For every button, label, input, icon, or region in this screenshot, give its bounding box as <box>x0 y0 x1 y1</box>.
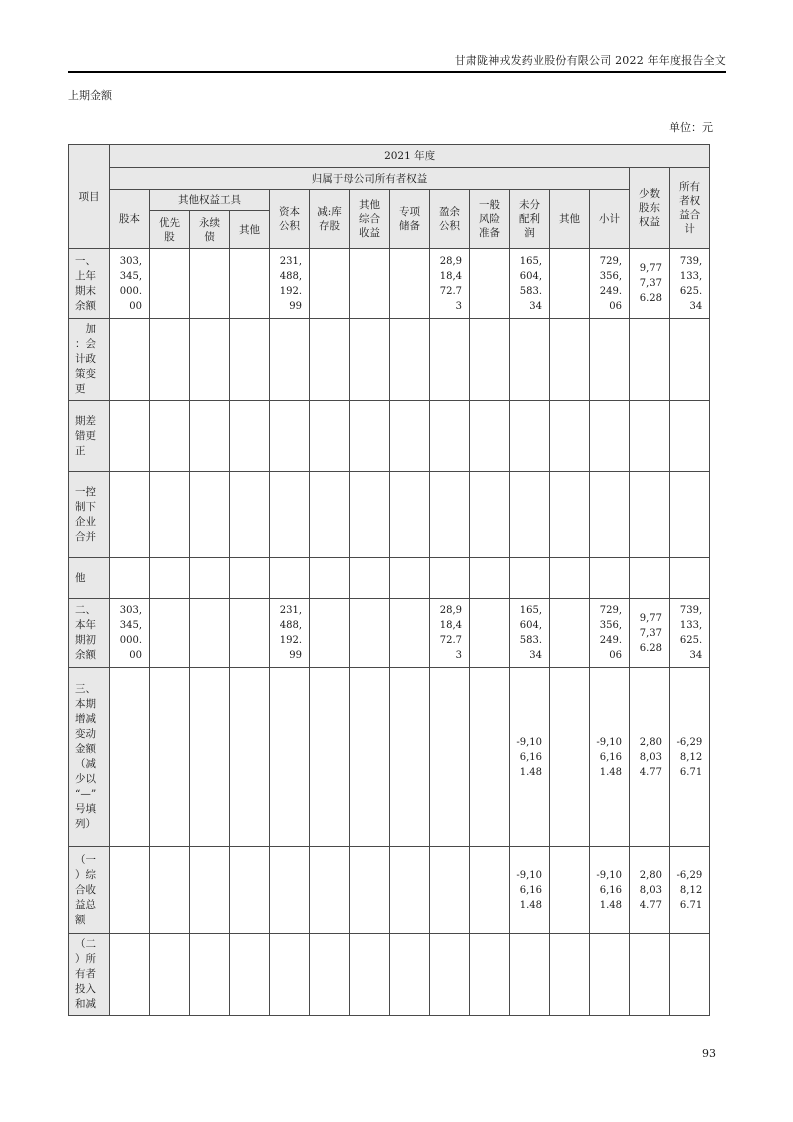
col-header-other-comprehensive-income: 其他综合收益 <box>350 190 390 249</box>
value-cell <box>110 319 150 401</box>
col-header-perpetual-bonds: 永续债 <box>190 211 230 249</box>
row-label: 加：会计政策变更 <box>69 319 110 401</box>
value-cell <box>230 847 270 934</box>
col-header-surplus-reserve: 盈余公积 <box>430 190 470 249</box>
unit-label: 单位：元 <box>669 121 713 134</box>
value-cell <box>670 401 710 472</box>
value-cell <box>230 401 270 472</box>
value-cell <box>190 847 230 934</box>
table-row <box>69 599 710 668</box>
value-cell <box>150 668 190 847</box>
value-cell <box>590 319 630 401</box>
table-header <box>69 145 710 249</box>
table-row <box>69 934 710 1016</box>
value-cell <box>470 249 510 319</box>
value-cell <box>110 847 150 934</box>
value-cell <box>670 934 710 1016</box>
value-cell: 165,604,583.34 <box>510 249 550 319</box>
value-cell: 303,345,000.00 <box>110 249 150 319</box>
value-cell <box>230 249 270 319</box>
value-cell <box>470 599 510 668</box>
value-cell <box>590 472 630 558</box>
value-cell <box>470 934 510 1016</box>
value-cell: -9,106,161.48 <box>510 847 550 934</box>
value-cell <box>310 599 350 668</box>
col-header-special-reserve: 专项储备 <box>390 190 430 249</box>
table-row <box>69 401 710 472</box>
value-cell <box>310 558 350 599</box>
value-cell <box>310 847 350 934</box>
col-header-less-treasury-shares: 减:库存股 <box>310 190 350 249</box>
value-cell <box>110 401 150 472</box>
value-cell: -9,106,161.48 <box>590 847 630 934</box>
value-cell <box>310 472 350 558</box>
header-rule <box>68 71 726 73</box>
value-cell <box>350 558 390 599</box>
col-header-total-owners-equity: 所有者权益合计 <box>670 168 710 249</box>
value-cell <box>230 558 270 599</box>
value-cell <box>190 599 230 668</box>
value-cell <box>270 668 310 847</box>
value-cell: 28,918,472.73 <box>430 249 470 319</box>
value-cell <box>230 934 270 1016</box>
value-cell <box>310 668 350 847</box>
value-cell <box>470 319 510 401</box>
value-cell: 739,133,625.34 <box>670 249 710 319</box>
value-cell <box>510 934 550 1016</box>
value-cell <box>630 319 670 401</box>
value-cell: 739,133,625.34 <box>670 599 710 668</box>
value-cell <box>470 472 510 558</box>
value-cell <box>390 401 430 472</box>
value-cell <box>590 401 630 472</box>
value-cell <box>150 472 190 558</box>
col-header-minority-interest: 少数股东权益 <box>630 168 670 249</box>
row-label: 三、本期增减变动金额（减少以“—”号填列） <box>69 668 110 847</box>
value-cell <box>270 319 310 401</box>
value-cell <box>150 847 190 934</box>
value-cell <box>110 558 150 599</box>
value-cell <box>390 249 430 319</box>
equity-changes-table <box>68 144 710 1016</box>
col-header-general-risk-reserve: 一般风险准备 <box>470 190 510 249</box>
value-cell <box>550 319 590 401</box>
col-header-other-instruments: 其他 <box>230 211 270 249</box>
value-cell <box>550 599 590 668</box>
value-cell <box>430 558 470 599</box>
value-cell <box>350 847 390 934</box>
col-header-capital-reserve: 资本公积 <box>270 190 310 249</box>
value-cell <box>390 472 430 558</box>
row-label: 一、上年期末余额 <box>69 249 110 319</box>
value-cell: -6,298,126.71 <box>670 668 710 847</box>
value-cell <box>430 319 470 401</box>
value-cell <box>390 934 430 1016</box>
col-header-item: 项目 <box>69 145 110 249</box>
value-cell <box>430 934 470 1016</box>
value-cell <box>270 472 310 558</box>
value-cell <box>310 249 350 319</box>
value-cell <box>230 668 270 847</box>
col-header-preferred-shares: 优先股 <box>150 211 190 249</box>
value-cell: 2,808,034.77 <box>630 847 670 934</box>
value-cell: 231,488,192.99 <box>270 599 310 668</box>
value-cell <box>190 401 230 472</box>
value-cell <box>630 401 670 472</box>
value-cell <box>310 934 350 1016</box>
table-row <box>69 472 710 558</box>
value-cell <box>510 319 550 401</box>
col-header-undistributed-profit: 未分配利润 <box>510 190 550 249</box>
table-row <box>69 847 710 934</box>
value-cell <box>270 401 310 472</box>
value-cell <box>470 668 510 847</box>
col-header-other-equity-instruments: 其他权益工具 <box>150 190 270 211</box>
value-cell <box>590 558 630 599</box>
value-cell <box>670 319 710 401</box>
value-cell <box>430 847 470 934</box>
value-cell <box>670 558 710 599</box>
value-cell <box>350 934 390 1016</box>
value-cell <box>630 558 670 599</box>
value-cell <box>350 249 390 319</box>
value-cell <box>230 599 270 668</box>
value-cell <box>150 401 190 472</box>
value-cell <box>110 472 150 558</box>
value-cell <box>550 472 590 558</box>
value-cell <box>390 668 430 847</box>
value-cell <box>470 558 510 599</box>
value-cell: 28,918,472.73 <box>430 599 470 668</box>
value-cell <box>390 847 430 934</box>
value-cell: 165,604,583.34 <box>510 599 550 668</box>
value-cell <box>190 472 230 558</box>
value-cell <box>110 934 150 1016</box>
value-cell: 303,345,000.00 <box>110 599 150 668</box>
page-content <box>68 0 726 1061</box>
value-cell <box>630 934 670 1016</box>
value-cell <box>510 472 550 558</box>
row-label: 他 <box>69 558 110 599</box>
value-cell <box>590 934 630 1016</box>
value-cell: 2,808,034.77 <box>630 668 670 847</box>
value-cell: 231,488,192.99 <box>270 249 310 319</box>
col-header-subtotal: 小计 <box>590 190 630 249</box>
value-cell <box>670 472 710 558</box>
col-header-parent-equity-group: 归属于母公司所有者权益 <box>110 168 630 190</box>
value-cell <box>310 401 350 472</box>
value-cell <box>230 472 270 558</box>
value-cell <box>550 668 590 847</box>
value-cell <box>350 668 390 847</box>
value-cell <box>190 934 230 1016</box>
value-cell <box>150 599 190 668</box>
value-cell <box>550 249 590 319</box>
row-label: （一）综合收益总额 <box>69 847 110 934</box>
value-cell <box>150 934 190 1016</box>
value-cell <box>270 558 310 599</box>
table-row <box>69 668 710 847</box>
value-cell: -6,298,126.71 <box>670 847 710 934</box>
value-cell: 9,777,376.28 <box>630 249 670 319</box>
value-cell <box>550 934 590 1016</box>
value-cell: 9,777,376.28 <box>630 599 670 668</box>
value-cell <box>190 249 230 319</box>
table-row <box>69 249 710 319</box>
value-cell <box>550 847 590 934</box>
value-cell <box>190 558 230 599</box>
section-label: 上期金额 <box>68 89 112 102</box>
value-cell <box>150 558 190 599</box>
page-number: 93 <box>702 1047 716 1060</box>
value-cell <box>470 401 510 472</box>
value-cell <box>350 401 390 472</box>
value-cell <box>510 558 550 599</box>
value-cell <box>270 847 310 934</box>
value-cell <box>430 472 470 558</box>
row-label: 二、本年期初余额 <box>69 599 110 668</box>
row-label: 期差错更正 <box>69 401 110 472</box>
col-header-period: 2021 年度 <box>110 145 710 168</box>
value-cell <box>190 668 230 847</box>
value-cell <box>350 319 390 401</box>
value-cell: -9,106,161.48 <box>590 668 630 847</box>
table-row <box>69 558 710 599</box>
table-row <box>69 319 710 401</box>
value-cell <box>190 319 230 401</box>
value-cell <box>430 668 470 847</box>
value-cell <box>390 558 430 599</box>
value-cell <box>550 558 590 599</box>
value-cell <box>550 401 590 472</box>
value-cell: -9,106,161.48 <box>510 668 550 847</box>
value-cell <box>510 401 550 472</box>
table-body <box>69 249 710 1016</box>
value-cell <box>270 934 310 1016</box>
value-cell <box>430 401 470 472</box>
value-cell <box>630 472 670 558</box>
row-label: （二）所有者投入和减 <box>69 934 110 1016</box>
value-cell <box>470 847 510 934</box>
document-header-title: 甘肃陇神戎发药业股份有限公司 2022 年年度报告全文 <box>454 54 726 67</box>
value-cell <box>150 319 190 401</box>
col-header-share-capital: 股本 <box>110 190 150 249</box>
value-cell <box>230 319 270 401</box>
value-cell: 729,356,249.06 <box>590 249 630 319</box>
value-cell: 729,356,249.06 <box>590 599 630 668</box>
value-cell <box>350 472 390 558</box>
value-cell <box>390 599 430 668</box>
value-cell <box>350 599 390 668</box>
value-cell <box>310 319 350 401</box>
row-label: 一控制下企业合并 <box>69 472 110 558</box>
value-cell <box>110 668 150 847</box>
value-cell <box>150 249 190 319</box>
value-cell <box>390 319 430 401</box>
col-header-other: 其他 <box>550 190 590 249</box>
